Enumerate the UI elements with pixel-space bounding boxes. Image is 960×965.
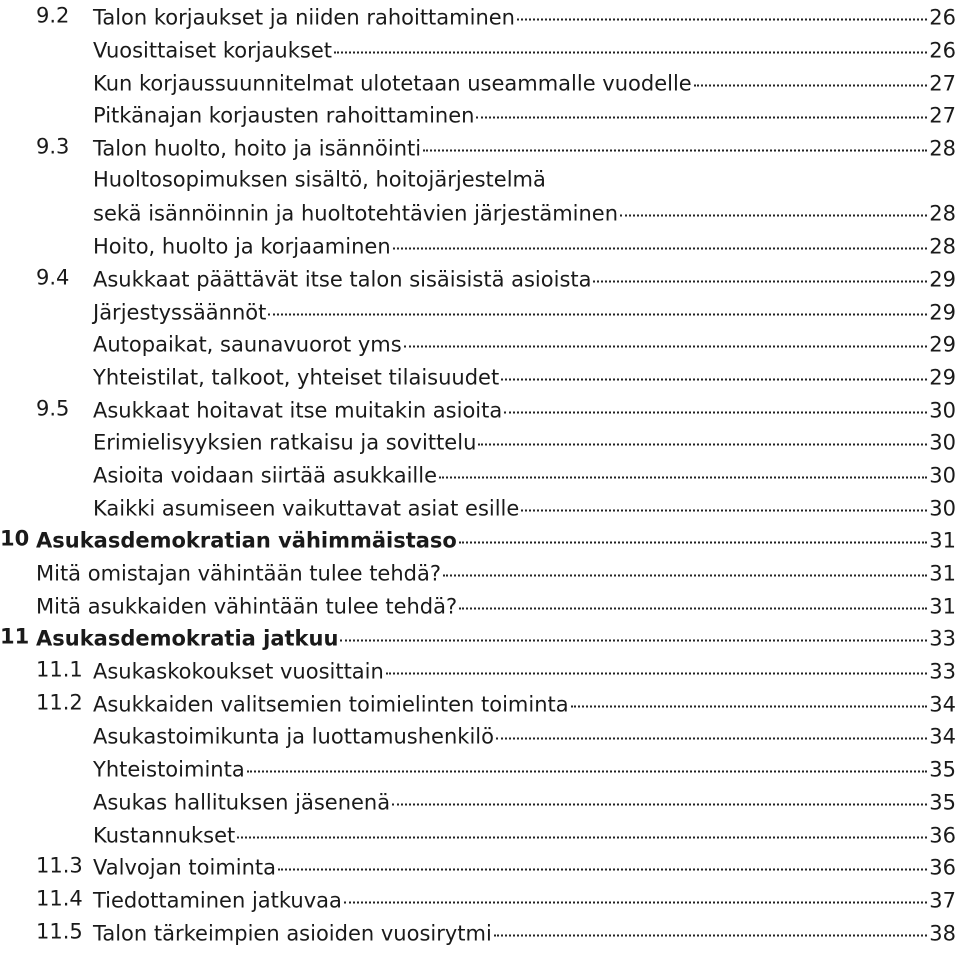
toc-entry-number: 10: [0, 526, 30, 551]
toc-entry-line: [93, 886, 956, 911]
toc-entry-line: [93, 69, 956, 94]
toc-entry: [0, 883, 960, 916]
toc-entry-page: 28: [929, 136, 956, 161]
dot-leader: [386, 658, 927, 679]
toc-entry: [0, 163, 960, 196]
toc-entry-title: Erimielisyyksien ratkaisu ja sovittelu: [93, 430, 477, 455]
toc-entry-page: 28: [929, 234, 956, 259]
toc-entry-number: 11: [0, 624, 30, 649]
toc-entry: [0, 490, 960, 523]
dot-leader: [340, 625, 927, 646]
toc-entry-title: sekä isännöinnin ja huoltotehtävien järjestäminen: [93, 201, 619, 226]
toc-entry: [0, 360, 960, 393]
toc-entry-title: Huoltosopimuksen sisältö, hoitojärjestelmä: [93, 167, 546, 192]
toc-entry-title: Valvojan toiminta: [93, 855, 277, 880]
toc-entry-title: Kustannukset: [93, 823, 236, 848]
toc-entry: [0, 523, 960, 556]
toc-entry-line: [93, 658, 956, 683]
toc-entry-page: 35: [929, 790, 956, 815]
toc-entry-line: [93, 854, 956, 879]
toc-entry-number: 9.5: [36, 396, 70, 421]
toc-entry-page: 36: [929, 823, 956, 848]
toc-entry: [0, 196, 960, 229]
toc-entry: [0, 654, 960, 687]
toc-entry-page: 30: [929, 496, 956, 521]
toc-entry-number: 9.4: [36, 265, 70, 290]
toc-entry-title: Mitä asukkaiden vähintään tulee tehdä?: [36, 594, 458, 619]
toc-entry-line: [36, 592, 956, 617]
toc-entry-page: 27: [929, 103, 956, 128]
dot-leader: [504, 396, 927, 417]
toc-entry: [0, 327, 960, 360]
toc-entry: [0, 850, 960, 883]
toc-entry-line: [93, 265, 956, 290]
toc-entry-title: Asukkaiden valitsemien toimielinten toiminta: [93, 692, 569, 717]
toc-entry-page: 34: [929, 692, 956, 717]
toc-entry-page: 38: [929, 921, 956, 946]
toc-entry-line: [93, 102, 956, 127]
toc-entry: [0, 392, 960, 425]
toc-entry-page: 28: [929, 201, 956, 226]
toc-entry-title: Yhteistilat, talkoot, yhteiset tilaisuudet: [93, 365, 500, 390]
toc-entry-title: Asukasdemokratian vähimmäistaso: [36, 528, 457, 553]
dot-leader: [521, 494, 927, 515]
toc-entry-page: 29: [929, 300, 956, 325]
toc-entry-page: 27: [929, 71, 956, 96]
toc-entry-title: Asukaskokoukset vuosittain: [93, 659, 384, 684]
toc-entry-title: Mitä omistajan vähintään tulee tehdä?: [36, 561, 442, 586]
toc-entry-line: [93, 690, 956, 715]
toc-entry-number: 11.2: [36, 690, 83, 715]
toc-entry: [0, 262, 960, 295]
toc-entry-title: Autopaikat, saunavuorot yms: [93, 332, 402, 357]
toc-entry: [0, 621, 960, 654]
toc-entry-page: 33: [929, 659, 956, 684]
dot-leader: [443, 560, 927, 581]
toc-entry-page: 29: [929, 267, 956, 292]
toc-entry-page: 30: [929, 430, 956, 455]
toc-entry-number: 9.3: [36, 134, 70, 159]
toc-entry-line: [36, 560, 956, 585]
dot-leader: [344, 886, 927, 907]
toc-entry-page: 29: [929, 332, 956, 357]
toc-entry: [0, 131, 960, 164]
toc-entry-line: [93, 461, 956, 486]
toc-entry-title: Asukas hallituksen jäsenenä: [93, 790, 391, 815]
toc-entry-page: 30: [929, 463, 956, 488]
toc-entry: [0, 588, 960, 621]
toc-entry-page: 26: [929, 38, 956, 63]
toc-entry-title: Kaikki asumiseen vaikuttavat asiat esille: [93, 496, 520, 521]
dot-leader: [459, 527, 927, 548]
toc-entry-page: 30: [929, 398, 956, 423]
toc-entry-page: 29: [929, 365, 956, 390]
toc-entry-page: 33: [929, 626, 956, 651]
toc-entry: [0, 65, 960, 98]
toc-entry-line: [93, 821, 956, 846]
toc-entry-page: 35: [929, 757, 956, 782]
toc-entry-title: Asukkaat päättävät itse talon sisäisistä asioista: [93, 267, 592, 292]
dot-leader: [501, 363, 927, 384]
toc-entry-line: [93, 723, 956, 748]
toc-entry-line: [36, 527, 956, 552]
toc-entry-line: [93, 4, 956, 29]
toc-entry-line: [93, 363, 956, 388]
toc-entry-title: Hoito, huolto ja korjaaminen: [93, 234, 391, 259]
toc-entry-number: 11.3: [36, 853, 83, 878]
toc-entry-line: [93, 494, 956, 519]
toc-entry-title: Yhteistoiminta: [93, 757, 245, 782]
toc-entry-line: [93, 298, 956, 323]
toc-entry-title: Pitkänajan korjausten rahoittaminen: [93, 103, 475, 128]
toc-entry: [0, 98, 960, 131]
toc-entry-title: Järjestyssäännöt: [93, 300, 267, 325]
dot-leader: [393, 233, 928, 254]
toc-entry: [0, 33, 960, 66]
dot-leader: [571, 690, 928, 711]
toc-entry-line: [93, 919, 956, 944]
toc-entry: [0, 556, 960, 589]
dot-leader: [247, 756, 928, 777]
toc-entry-title: Talon korjaukset ja niiden rahoittaminen: [93, 5, 515, 30]
dot-leader: [517, 4, 927, 25]
dot-leader: [459, 592, 927, 613]
toc-entry-page: 31: [929, 561, 956, 586]
dot-leader: [496, 723, 927, 744]
toc-entry-page: 26: [929, 5, 956, 30]
dot-leader: [476, 102, 927, 123]
toc-entry-line: [93, 788, 956, 813]
toc-entry: [0, 294, 960, 327]
toc-entry-line: [93, 233, 956, 258]
dot-leader: [478, 429, 927, 450]
toc-entry-title: Asioita voidaan siirtää asukkaille: [93, 463, 438, 488]
toc-entry: [0, 458, 960, 491]
toc-entry-title: Asukkaat hoitavat itse muitakin asioita: [93, 398, 503, 423]
toc-entry-line: [93, 396, 956, 421]
toc-entry-line: [93, 429, 956, 454]
toc-entry-title: Asukasdemokratia jatkuu: [36, 626, 339, 651]
toc-entry: [0, 915, 960, 948]
dot-leader: [423, 135, 927, 156]
toc-entry-title: Tiedottaminen jatkuvaa: [93, 888, 342, 913]
toc-entry: [0, 425, 960, 458]
toc-entry-title: Kun korjaussuunnitelmat ulotetaan useammalle vuodelle: [93, 71, 692, 96]
toc-entry-line: [93, 135, 956, 160]
toc-entry: [0, 229, 960, 262]
toc-entry-page: 31: [929, 528, 956, 553]
toc-entry-title: Vuosittaiset korjaukset: [93, 38, 332, 63]
toc-entry-line: [93, 331, 956, 356]
dot-leader: [694, 69, 928, 90]
dot-leader: [334, 37, 927, 58]
toc-entry-title: Talon huolto, hoito ja isännöinti: [93, 136, 422, 161]
dot-leader: [268, 298, 927, 319]
toc-entry-page: 37: [929, 888, 956, 913]
toc-entry: [0, 686, 960, 719]
toc-entry-line: [93, 169, 956, 190]
toc-entry-line: [93, 37, 956, 62]
dot-leader: [392, 788, 927, 809]
toc-entry-page: 36: [929, 855, 956, 880]
toc-entry-page: 31: [929, 594, 956, 619]
toc-entry-page: 34: [929, 724, 956, 749]
toc-entry-number: 9.2: [36, 3, 70, 28]
toc-entry-line: [93, 200, 956, 225]
toc-entry: [0, 0, 960, 33]
dot-leader: [494, 919, 927, 940]
toc-entry: [0, 817, 960, 850]
toc-entry-number: 11.5: [36, 919, 83, 944]
toc-entry: [0, 719, 960, 752]
toc-entry-number: 11.4: [36, 886, 83, 911]
dot-leader: [237, 821, 927, 842]
toc-entry-number: 11.1: [36, 657, 83, 682]
dot-leader: [593, 265, 927, 286]
toc-entry-line: [36, 625, 956, 650]
dot-leader: [278, 854, 927, 875]
dot-leader: [620, 200, 927, 221]
toc-entry: [0, 785, 960, 818]
toc-entry-line: [93, 756, 956, 781]
toc-entry-title: Asukastoimikunta ja luottamushenkilö: [93, 724, 494, 749]
dot-leader: [404, 331, 928, 352]
toc-entry: [0, 752, 960, 785]
dot-leader: [439, 461, 927, 482]
toc-entry-title: Talon tärkeimpien asioiden vuosirytmi: [93, 921, 492, 946]
